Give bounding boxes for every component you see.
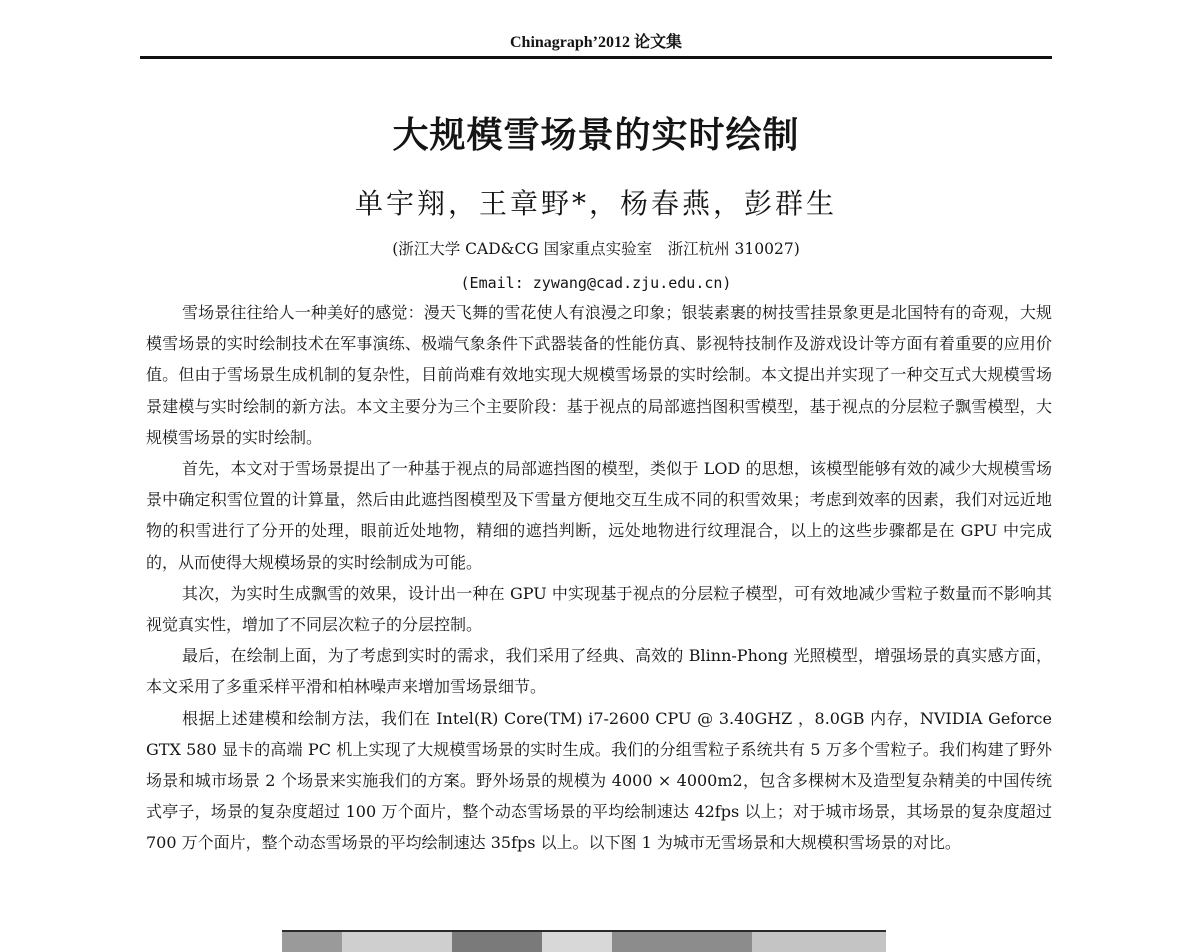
contact-email: (Email: zywang@cad.zju.edu.cn) — [460, 274, 732, 292]
figure-building-block — [612, 932, 752, 952]
paper-title: 大规模雪场景的实时绘制 — [392, 115, 800, 156]
figure-1-image-top — [282, 930, 886, 952]
figure-sky-block — [752, 932, 886, 952]
paragraph-first: 首先，本文对于雪场景提出了一种基于视点的局部遮挡图的模型，类似于 LOD 的思想，该模型能够有效的减少大规模雪场景中确定积雪位置的计算量，然后由此遮挡图模型及下雪量方便地交互生成不同的积雪效果；考虑到效率的因素，我们对远近地物的积雪进行了分开的处理，眼前近处地物，精细的遮挡判断，远处地物进行纹理混合，以上的这些步骤都是在 GPU 中完成的，从而使得大规模场景的实时绘制成为可能。 — [146, 459, 1052, 572]
figure-building-block — [452, 932, 542, 952]
paragraph-results: 根据上述建模和绘制方法，我们在 Intel(R) Core(TM) i7-2600 CPU @ 3.40GHZ ，8.0GB 内存，NVIDIA Geforce GTX 580 显卡的高端 PC 机上实现了大规模雪场景的实时生成。我们的分组雪粒子系统共有 5 万多个雪粒子。我们构建了野外场景和城市场景 2 个场景来实施我们的方案。野外场景的规模为 4000 × 4000m2，包含多棵树木及造型复杂精美的中国传统式亭子，场景的复杂度超过 100 万个面片，整个动态雪场景的平均绘制速达 42fps 以上；对于城市场景，其场景的复杂度超过 700 万个面片，整个动态雪场景的平均绘制速达 35fps 以上。以下图 1 为城市无雪场景和大规模积雪场景的对比。 — [146, 708, 1052, 853]
author-list: 单宇翔，王章野*，杨春燕，彭群生 — [354, 187, 837, 220]
figure-sky-block — [342, 932, 452, 952]
running-header: Chinagraph’2012 论文集 — [509, 34, 683, 51]
paragraph-intro: 雪场景往往给人一种美好的感觉：漫天飞舞的雪花使人有浪漫之印象；银装素裹的树技雪挂景象更是北国特有的奇观，大规模雪场景的实时绘制技术在军事演练、极端气象条件下武器装备的性能仿真、影视特技制作及游戏设计等方面有着重要的应用价值。但由于雪场景生成机制的复杂性，目前尚难有效地实现大规模雪场景的实时绘制。本文提出并实现了一种交互式大规模雪场景建模与实时绘制的新方法。本文主要分为三个主要阶段：基于视点的局部遮挡图积雪模型，基于视点的分层粒子飘雪模型，大规模雪场景的实时绘制。 — [146, 303, 1052, 447]
abstract-body — [146, 297, 1052, 859]
affiliation: (浙江大学 CAD&CG 国家重点实验室 浙江杭州 310027) — [392, 240, 800, 258]
paragraph-second: 其次，为实时生成飘雪的效果，设计出一种在 GPU 中实现基于视点的分层粒子模型，可有效地减少雪粒子数量而不影响其视觉真实性，增加了不同层次粒子的分层控制。 — [146, 583, 1052, 635]
figure-sky-block — [542, 932, 612, 952]
paragraph-third: 最后，在绘制上面，为了考虑到实时的需求，我们采用了经典、高效的 Blinn-Phong 光照模型，增强场景的真实感方面，本文采用了多重采样平滑和柏林噪声来增加雪场景细节。 — [146, 646, 1052, 697]
header-rule — [140, 56, 1052, 59]
figure-building-block — [282, 932, 342, 952]
